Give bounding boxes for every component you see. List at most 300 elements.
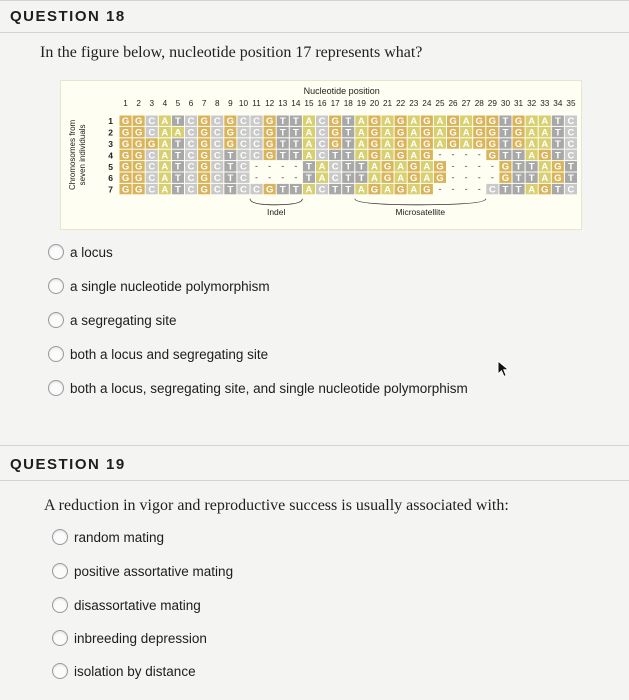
gap-mark: -	[438, 183, 442, 194]
nucleotide-letter: C	[187, 138, 195, 150]
position-number: 11	[252, 99, 261, 108]
nucleotide-letter: C	[567, 150, 575, 162]
nucleotide-letter: G	[554, 173, 562, 185]
nucleotide-letter: A	[161, 184, 169, 196]
nucleotide-letter: T	[345, 161, 352, 173]
position-number: 12	[265, 99, 275, 108]
nucleotide-letter: T	[554, 116, 561, 128]
nucleotide-letter: G	[200, 184, 208, 196]
nucleotide-letter: C	[253, 150, 260, 162]
nucleotide-letter: T	[227, 150, 234, 162]
nucleotide-letter: A	[384, 184, 391, 196]
nucleotide-letter: G	[370, 116, 379, 128]
nucleotide-letter: A	[357, 116, 365, 128]
nucleotide-letter: C	[213, 138, 221, 150]
nucleotide-letter: T	[227, 161, 234, 173]
nucleotide-letter: A	[357, 184, 365, 196]
nucleotide-letter: A	[528, 116, 536, 128]
alignment-svg	[61, 81, 581, 229]
nucleotide-letter: T	[358, 161, 365, 173]
position-number: 21	[382, 99, 393, 108]
nucleotide-letter: T	[175, 116, 181, 128]
position-number: 10	[238, 99, 249, 108]
nucleotide-letter: G	[488, 150, 497, 162]
nucleotide-letter: A	[436, 127, 444, 139]
nucleotide-letter: A	[541, 116, 549, 128]
nucleotide-letter: C	[213, 161, 221, 173]
nucleotide-letter: G	[331, 116, 339, 128]
indel-bracket	[250, 199, 302, 205]
gap-mark: -	[255, 172, 259, 183]
nucleotide-letter: T	[306, 173, 312, 185]
nucleotide-letter: T	[502, 116, 509, 128]
position-number: 5	[175, 99, 181, 108]
q19-option-inbreeding-depression[interactable]	[52, 630, 207, 646]
nucleotide-letter: G	[200, 138, 208, 150]
question-18-prompt: In the figure below, nucleotide position 17 represents what?	[40, 44, 423, 61]
nucleotide-letter: A	[161, 127, 169, 139]
nucleotide-letter: G	[423, 150, 431, 162]
nucleotide-letter: G	[488, 127, 497, 139]
nucleotide-letter: T	[279, 127, 286, 139]
nucleotide-letter: G	[265, 184, 274, 196]
nucleotide-letter: T	[554, 184, 561, 196]
nucleotide-letter: A	[528, 138, 536, 150]
nucleotide-letter: T	[345, 127, 352, 139]
nucleotide-letter: G	[121, 150, 130, 162]
nucleotide-letter: A	[410, 127, 418, 139]
nucleotide-letter: C	[213, 150, 221, 162]
nucleotide-letter: T	[279, 184, 286, 196]
row-number: 2	[108, 127, 113, 138]
position-number: 33	[540, 99, 550, 108]
nucleotide-letter: A	[462, 116, 470, 128]
position-number: 14	[291, 99, 301, 108]
radio-button[interactable]	[52, 529, 68, 545]
nucleotide-letter: C	[253, 116, 260, 128]
nucleotide-letter: T	[227, 173, 234, 185]
nucleotide-letter: C	[187, 150, 195, 162]
nucleotide-letter: G	[488, 138, 497, 150]
nucleotide-letter: T	[279, 138, 286, 150]
nucleotide-letter: A	[436, 116, 444, 128]
nucleotide-letter: G	[121, 138, 130, 150]
position-number: 28	[474, 99, 484, 108]
nucleotide-letter: T	[515, 184, 522, 196]
q19-option-random-mating[interactable]	[52, 529, 164, 545]
nucleotide-letter: A	[357, 138, 365, 150]
nucleotide-letter: A	[397, 161, 405, 173]
gap-mark: -	[268, 172, 272, 183]
nucleotide-letter: G	[370, 127, 379, 139]
nucleotide-letter: G	[200, 150, 208, 162]
nucleotide-letter: G	[331, 127, 339, 139]
q18-option-all-three[interactable]	[48, 380, 468, 396]
nucleotide-letter: T	[568, 161, 574, 173]
gap-mark: -	[451, 183, 455, 194]
radio-button[interactable]	[48, 244, 64, 260]
nucleotide-letter: C	[187, 173, 195, 185]
nucleotide-letter: G	[370, 184, 379, 196]
nucleotide-letter: G	[436, 161, 444, 173]
nucleotide-letter: A	[305, 150, 313, 162]
nucleotide-letter: G	[396, 127, 405, 139]
nucleotide-letter: G	[134, 150, 143, 162]
q19-option-isolation-by-distance[interactable]	[52, 663, 196, 679]
nucleotide-letter: A	[541, 173, 549, 185]
nucleotide-letter: A	[423, 161, 431, 173]
gap-mark: -	[451, 172, 455, 183]
nucleotide-letter: G	[121, 184, 130, 196]
nucleotide-letter: C	[213, 127, 221, 139]
nucleotide-letter: A	[305, 127, 313, 139]
nucleotide-letter: T	[175, 138, 181, 150]
nucleotide-letter: G	[514, 127, 523, 139]
position-number: 7	[201, 99, 207, 108]
nucleotide-letter: C	[331, 161, 339, 173]
gap-mark: -	[464, 183, 468, 194]
radio-button[interactable]	[48, 380, 64, 396]
nucleotide-letter: C	[318, 138, 326, 150]
nucleotide-letter: G	[449, 116, 457, 128]
gap-mark: -	[477, 149, 481, 160]
nucleotide-letter: A	[161, 150, 169, 162]
nucleotide-letter: G	[265, 116, 274, 128]
nucleotide-letter: A	[161, 138, 169, 150]
row-axis-label: Chromosomes from	[68, 119, 77, 191]
mouse-cursor-icon	[497, 360, 511, 378]
nucleotide-letter: T	[554, 138, 561, 150]
q19-option-disassortative[interactable]	[52, 597, 201, 613]
nucleotide-letter: C	[488, 184, 496, 196]
gap-mark: -	[281, 172, 285, 183]
nucleotide-letter: A	[462, 138, 470, 150]
nucleotide-letter: A	[410, 184, 418, 196]
option-label: a single nucleotide polymorphism	[70, 278, 270, 294]
nucleotide-letter: A	[318, 173, 326, 185]
nucleotide-letter: G	[396, 150, 405, 162]
nucleotide-letter: G	[200, 116, 208, 128]
position-number: 8	[214, 99, 220, 108]
gap-mark: -	[451, 161, 455, 171]
nucleotide-letter: C	[148, 127, 156, 139]
nucleotide-letter: G	[423, 116, 431, 128]
gap-mark: -	[438, 149, 442, 160]
nucleotide-letter: C	[253, 127, 260, 139]
nucleotide-letter: A	[357, 127, 365, 139]
gap-mark: -	[464, 149, 468, 160]
nucleotide-letter: A	[384, 138, 391, 150]
position-number: 19	[356, 99, 366, 108]
option-label: both a locus, segregating site, and single nucleotide polymorphism	[70, 380, 468, 396]
nucleotide-letter: A	[305, 184, 313, 196]
nucleotide-letter: G	[514, 138, 523, 150]
q19-option-positive-assortative[interactable]	[52, 563, 233, 579]
nucleotide-letter: A	[161, 161, 169, 173]
radio-button[interactable]	[48, 278, 64, 294]
option-label: a segregating site	[70, 312, 177, 328]
option-label: a locus	[70, 244, 113, 260]
nucleotide-letter: G	[134, 173, 143, 185]
q18-option-snp[interactable]	[48, 278, 270, 294]
nucleotide-letter: C	[187, 116, 195, 128]
nucleotide-letter: C	[187, 127, 195, 139]
nucleotide-letter: G	[396, 138, 405, 150]
nucleotide-letter: G	[226, 138, 235, 150]
row-number: 5	[108, 161, 113, 172]
nucleotide-letter: T	[345, 173, 352, 185]
nucleotide-letter: C	[240, 116, 247, 128]
nucleotide-letter: G	[200, 173, 208, 185]
question-19-divider-top	[0, 445, 629, 446]
nucleotide-letter: G	[121, 173, 130, 185]
option-label: positive assortative mating	[74, 563, 234, 579]
radio-button[interactable]	[52, 630, 68, 646]
nucleotide-letter: T	[175, 173, 181, 185]
nucleotide-letter: T	[358, 173, 365, 185]
nucleotide-letter: G	[488, 116, 497, 128]
nucleotide-letter: C	[318, 116, 326, 128]
nucleotide-letter: C	[253, 184, 260, 196]
nucleotide-letter: C	[253, 138, 260, 150]
position-number: 15	[304, 99, 314, 108]
nucleotide-letter: G	[514, 116, 523, 128]
nucleotide-letter: T	[528, 161, 535, 173]
nucleotide-letter: G	[396, 116, 405, 128]
nucleotide-letter: G	[226, 127, 235, 139]
question-18-heading: QUESTION 18	[10, 8, 126, 25]
nucleotide-letter: C	[318, 127, 326, 139]
nucleotide-letter: T	[515, 173, 522, 185]
nucleotide-letter: G	[475, 116, 483, 128]
nucleotide-letter: T	[175, 150, 181, 162]
top-divider	[0, 0, 629, 1]
nucleotide-letter: C	[187, 161, 195, 173]
nucleotide-letter: C	[213, 184, 221, 196]
nucleotide-letter: C	[240, 184, 247, 196]
radio-button[interactable]	[52, 663, 68, 679]
nucleotide-letter: G	[383, 173, 392, 185]
nucleotide-letter: A	[384, 150, 391, 162]
nucleotide-letter: C	[331, 173, 339, 185]
nucleotide-letter: T	[502, 150, 509, 162]
position-number: 20	[369, 99, 380, 108]
nucleotide-letter: A	[423, 173, 431, 185]
nucleotide-letter: G	[134, 116, 143, 128]
nucleotide-letter: A	[528, 184, 536, 196]
nucleotide-letter: T	[306, 161, 312, 173]
nucleotide-letter: A	[541, 138, 549, 150]
nucleotide-letter: G	[541, 184, 549, 196]
position-number: 6	[188, 99, 194, 108]
nucleotide-letter: G	[134, 161, 143, 173]
gap-mark: -	[464, 161, 468, 171]
nucleotide-letter: T	[345, 184, 352, 196]
question-18-divider	[0, 32, 629, 33]
alignment-figure	[60, 80, 582, 230]
nucleotide-letter: A	[462, 127, 470, 139]
nucleotide-letter: T	[502, 127, 509, 139]
row-number: 4	[108, 150, 113, 161]
radio-button[interactable]	[52, 597, 68, 613]
nucleotide-letter: C	[148, 116, 156, 128]
microsatellite-label: Microsatellite	[395, 206, 446, 217]
nucleotide-letter: C	[187, 184, 195, 196]
nucleotide-letter: T	[554, 127, 561, 139]
nucleotide-letter: T	[292, 116, 299, 128]
gap-mark: -	[490, 161, 494, 171]
nucleotide-letter: A	[410, 138, 418, 150]
gap-mark: -	[255, 161, 259, 171]
nucleotide-letter: C	[567, 127, 575, 139]
nucleotide-letter: G	[121, 116, 130, 128]
position-number: 35	[566, 99, 576, 108]
nucleotide-letter: G	[449, 127, 457, 139]
nucleotide-letter: C	[213, 116, 221, 128]
nucleotide-letter: G	[121, 161, 130, 173]
nucleotide-letter: T	[515, 150, 522, 162]
nucleotide-letter: A	[371, 173, 378, 185]
position-number: 16	[317, 99, 327, 108]
nucleotide-letter: A	[357, 150, 365, 162]
nucleotide-letter: G	[331, 138, 339, 150]
nucleotide-letter: G	[265, 150, 274, 162]
nucleotide-letter: G	[541, 150, 549, 162]
microsatellite-bracket	[355, 199, 486, 205]
position-number: 4	[162, 99, 168, 108]
nucleotide-letter: C	[240, 138, 247, 150]
nucleotide-letter: A	[318, 161, 326, 173]
nucleotide-letter: G	[265, 127, 274, 139]
nucleotide-letter: C	[240, 127, 247, 139]
nucleotide-letter: G	[134, 127, 143, 139]
gap-mark: -	[451, 149, 455, 160]
nucleotide-letter: A	[161, 116, 169, 128]
nucleotide-letter: T	[502, 184, 509, 196]
nucleotide-letter: T	[568, 173, 574, 185]
gap-mark: -	[294, 161, 298, 171]
radio-button[interactable]	[48, 312, 64, 328]
nucleotide-letter: T	[332, 150, 339, 162]
option-label: disassortative mating	[74, 597, 201, 613]
q18-option-locus-and-segregating[interactable]	[48, 346, 268, 362]
nucleotide-letter: G	[501, 173, 510, 185]
position-number: 29	[487, 99, 497, 108]
nucleotide-letter: T	[502, 138, 509, 150]
nucleotide-letter: T	[345, 138, 352, 150]
nucleotide-letter: C	[148, 150, 156, 162]
gap-mark: -	[477, 161, 481, 171]
nucleotide-letter: T	[292, 127, 299, 139]
gap-mark: -	[268, 161, 272, 171]
nucleotide-letter: C	[148, 161, 156, 173]
nucleotide-letter: T	[554, 150, 561, 162]
nucleotide-letter: C	[213, 173, 221, 185]
question-19-prompt: A reduction in vigor and reproductive success is usually associated with:	[44, 497, 509, 514]
nucleotide-letter: A	[384, 116, 391, 128]
q18-option-locus[interactable]	[48, 244, 113, 260]
nucleotide-letter: T	[292, 150, 299, 162]
nucleotide-letter: G	[436, 173, 444, 185]
position-number: 34	[553, 99, 563, 108]
nucleotide-letter: A	[528, 150, 536, 162]
nucleotide-letter: C	[567, 184, 575, 196]
option-label: inbreeding depression	[74, 630, 207, 646]
nucleotide-letter: G	[475, 127, 483, 139]
nucleotide-letter: G	[475, 138, 483, 150]
nucleotide-letter: A	[541, 161, 549, 173]
nucleotide-letter: A	[397, 173, 405, 185]
gap-mark: -	[490, 172, 494, 183]
radio-button[interactable]	[52, 563, 68, 579]
gap-mark: -	[294, 172, 298, 183]
nucleotide-letter: A	[384, 127, 391, 139]
nucleotide-letter: T	[227, 184, 234, 196]
position-number: 26	[448, 99, 458, 108]
nucleotide-letter: A	[528, 127, 536, 139]
nucleotide-letter: G	[396, 184, 405, 196]
gap-mark: -	[464, 172, 468, 183]
nucleotide-letter: G	[265, 138, 274, 150]
nucleotide-letter: T	[345, 150, 352, 162]
position-number: 13	[278, 99, 288, 108]
nucleotide-letter: G	[423, 138, 431, 150]
nucleotide-letter: C	[567, 116, 575, 128]
nucleotide-letter: T	[332, 184, 339, 196]
row-number: 1	[108, 116, 113, 127]
nucleotide-letter: C	[240, 150, 247, 162]
radio-button[interactable]	[48, 346, 64, 362]
nucleotide-letter: A	[371, 161, 378, 173]
position-number: 18	[343, 99, 353, 108]
nucleotide-letter: A	[410, 116, 418, 128]
nucleotide-letter: G	[449, 138, 457, 150]
gap-mark: -	[281, 161, 285, 171]
position-number: 23	[409, 99, 419, 108]
nucleotide-letter: G	[200, 127, 208, 139]
figure-title: Nucleotide position	[303, 86, 380, 96]
row-axis-label: seven individuals	[78, 124, 87, 186]
nucleotide-letter: G	[148, 138, 156, 150]
nucleotide-letter: T	[279, 116, 286, 128]
nucleotide-letter: C	[318, 150, 326, 162]
nucleotide-letter: T	[292, 138, 299, 150]
nucleotide-letter: T	[515, 161, 522, 173]
nucleotide-letter: A	[410, 150, 418, 162]
nucleotide-letter: T	[292, 184, 299, 196]
indel-label: Indel	[266, 206, 286, 217]
nucleotide-letter: G	[200, 161, 208, 173]
nucleotide-letter: G	[370, 150, 379, 162]
nucleotide-letter: G	[370, 138, 379, 150]
nucleotide-letter: T	[175, 161, 181, 173]
row-number: 3	[108, 139, 113, 149]
position-number: 32	[527, 99, 537, 108]
nucleotide-letter: G	[554, 161, 562, 173]
nucleotide-letter: G	[501, 161, 510, 173]
position-number: 25	[435, 99, 445, 108]
nucleotide-letter: A	[541, 127, 549, 139]
nucleotide-letter: A	[161, 173, 169, 185]
nucleotide-letter: G	[410, 173, 418, 185]
nucleotide-letter: A	[305, 138, 313, 150]
nucleotide-letter: G	[423, 184, 431, 196]
nucleotide-letter: A	[436, 138, 444, 150]
q18-option-segregating-site[interactable]	[48, 312, 177, 328]
nucleotide-letter: G	[423, 127, 431, 139]
nucleotide-letter: G	[134, 138, 143, 150]
position-number: 24	[422, 99, 432, 108]
